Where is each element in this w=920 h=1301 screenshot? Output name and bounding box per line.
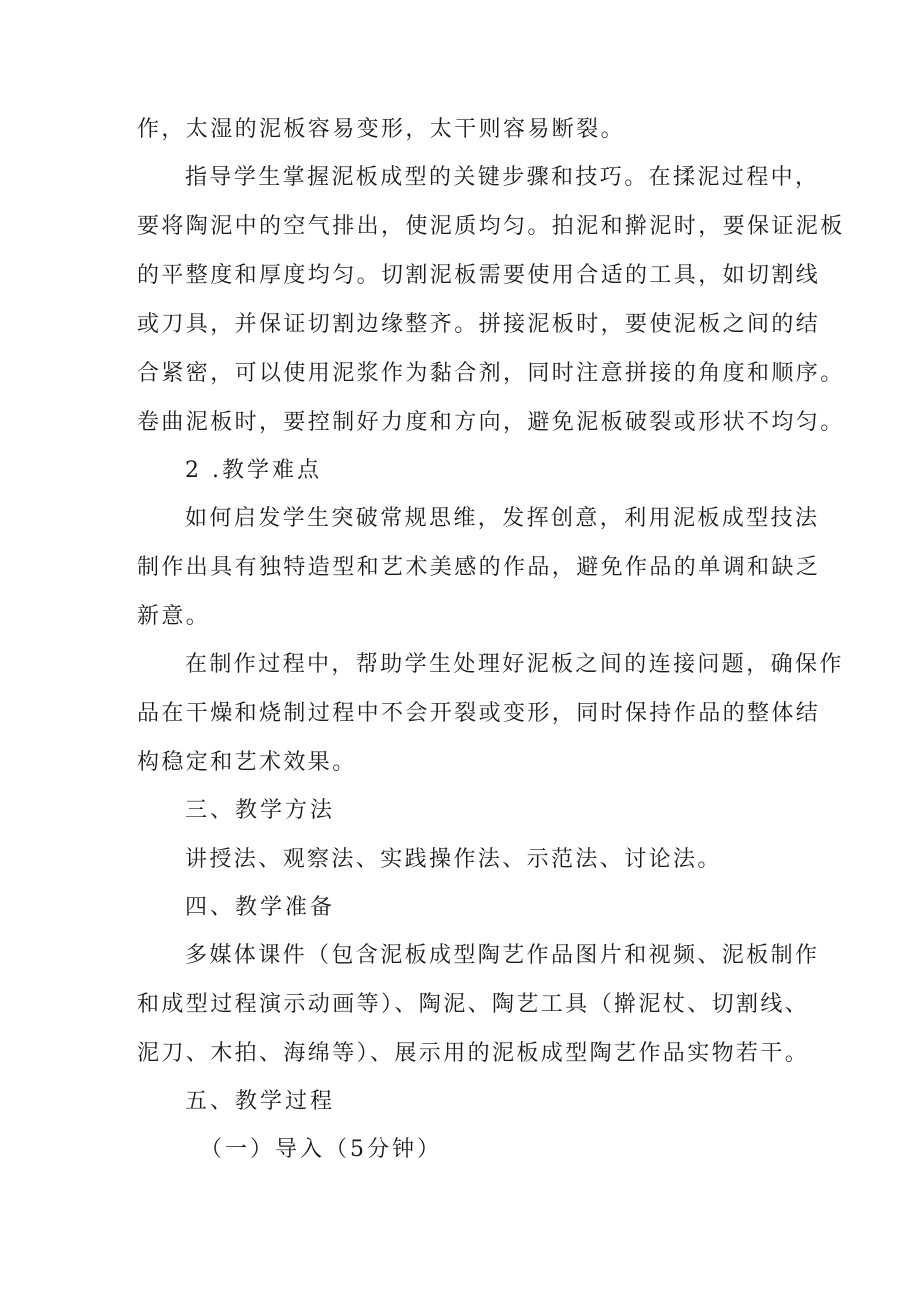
paragraph-line: 在制作过程中，帮助学生处理好泥板之间的连接问题，确保作 bbox=[185, 652, 844, 677]
section-heading: 2 .教学难点 bbox=[185, 458, 322, 483]
paragraph-line: 讲授法、观察法、实践操作法、示范法、讨论法。 bbox=[185, 847, 722, 872]
paragraph-line: 合紧密，可以使用泥浆作为黏合剂，同时注意拼接的角度和顺序。 bbox=[137, 361, 845, 386]
section-heading: 四、教学准备 bbox=[185, 895, 336, 920]
paragraph-line: 或刀具，并保证切割边缘整齐。拼接泥板时，要使泥板之间的结 bbox=[137, 312, 821, 337]
paragraph-line: 和成型过程演示动画等）、陶泥、陶艺工具（擀泥杖、切割线、 bbox=[137, 992, 810, 1017]
section-heading: 三、教学方法 bbox=[185, 798, 336, 823]
paragraph-line: 新意。 bbox=[137, 604, 211, 629]
paragraph-line: 多媒体课件（包含泥板成型陶艺作品图片和视频、泥板制作 bbox=[185, 943, 820, 968]
paragraph-line: 泥刀、木拍、海绵等）、展示用的泥板成型陶艺作品实物若干。 bbox=[137, 1041, 810, 1066]
paragraph-line: 品在干燥和烧制过程中不会开裂或变形，同时保持作品的整体结 bbox=[137, 701, 821, 726]
paragraph-line: 构稳定和艺术效果。 bbox=[137, 750, 357, 775]
paragraph-line: 指导学生掌握泥板成型的关键步骤和技巧。在揉泥过程中， bbox=[185, 165, 820, 190]
section-heading: 五、教学过程 bbox=[185, 1089, 336, 1114]
paragraph-line: 制作出具有独特造型和艺术美感的作品，避免作品的单调和缺乏 bbox=[137, 555, 821, 580]
paragraph-line: 如何启发学生突破常规思维，发挥创意，利用泥板成型技法 bbox=[185, 506, 820, 531]
paragraph-line: 要将陶泥中的空气排出，使泥质均匀。拍泥和擀泥时，要保证泥板 bbox=[137, 214, 845, 239]
paragraph-line: 作，太湿的泥板容易变形，太干则容易断裂。 bbox=[137, 117, 626, 142]
paragraph-line: 的平整度和厚度均匀。切割泥板需要使用合适的工具，如切割线 bbox=[137, 263, 821, 288]
paragraph-line: 卷曲泥板时，要控制好力度和方向，避免泥板破裂或形状不均匀。 bbox=[137, 410, 845, 435]
subsection-heading: （一）导入（5分钟） bbox=[200, 1137, 442, 1162]
